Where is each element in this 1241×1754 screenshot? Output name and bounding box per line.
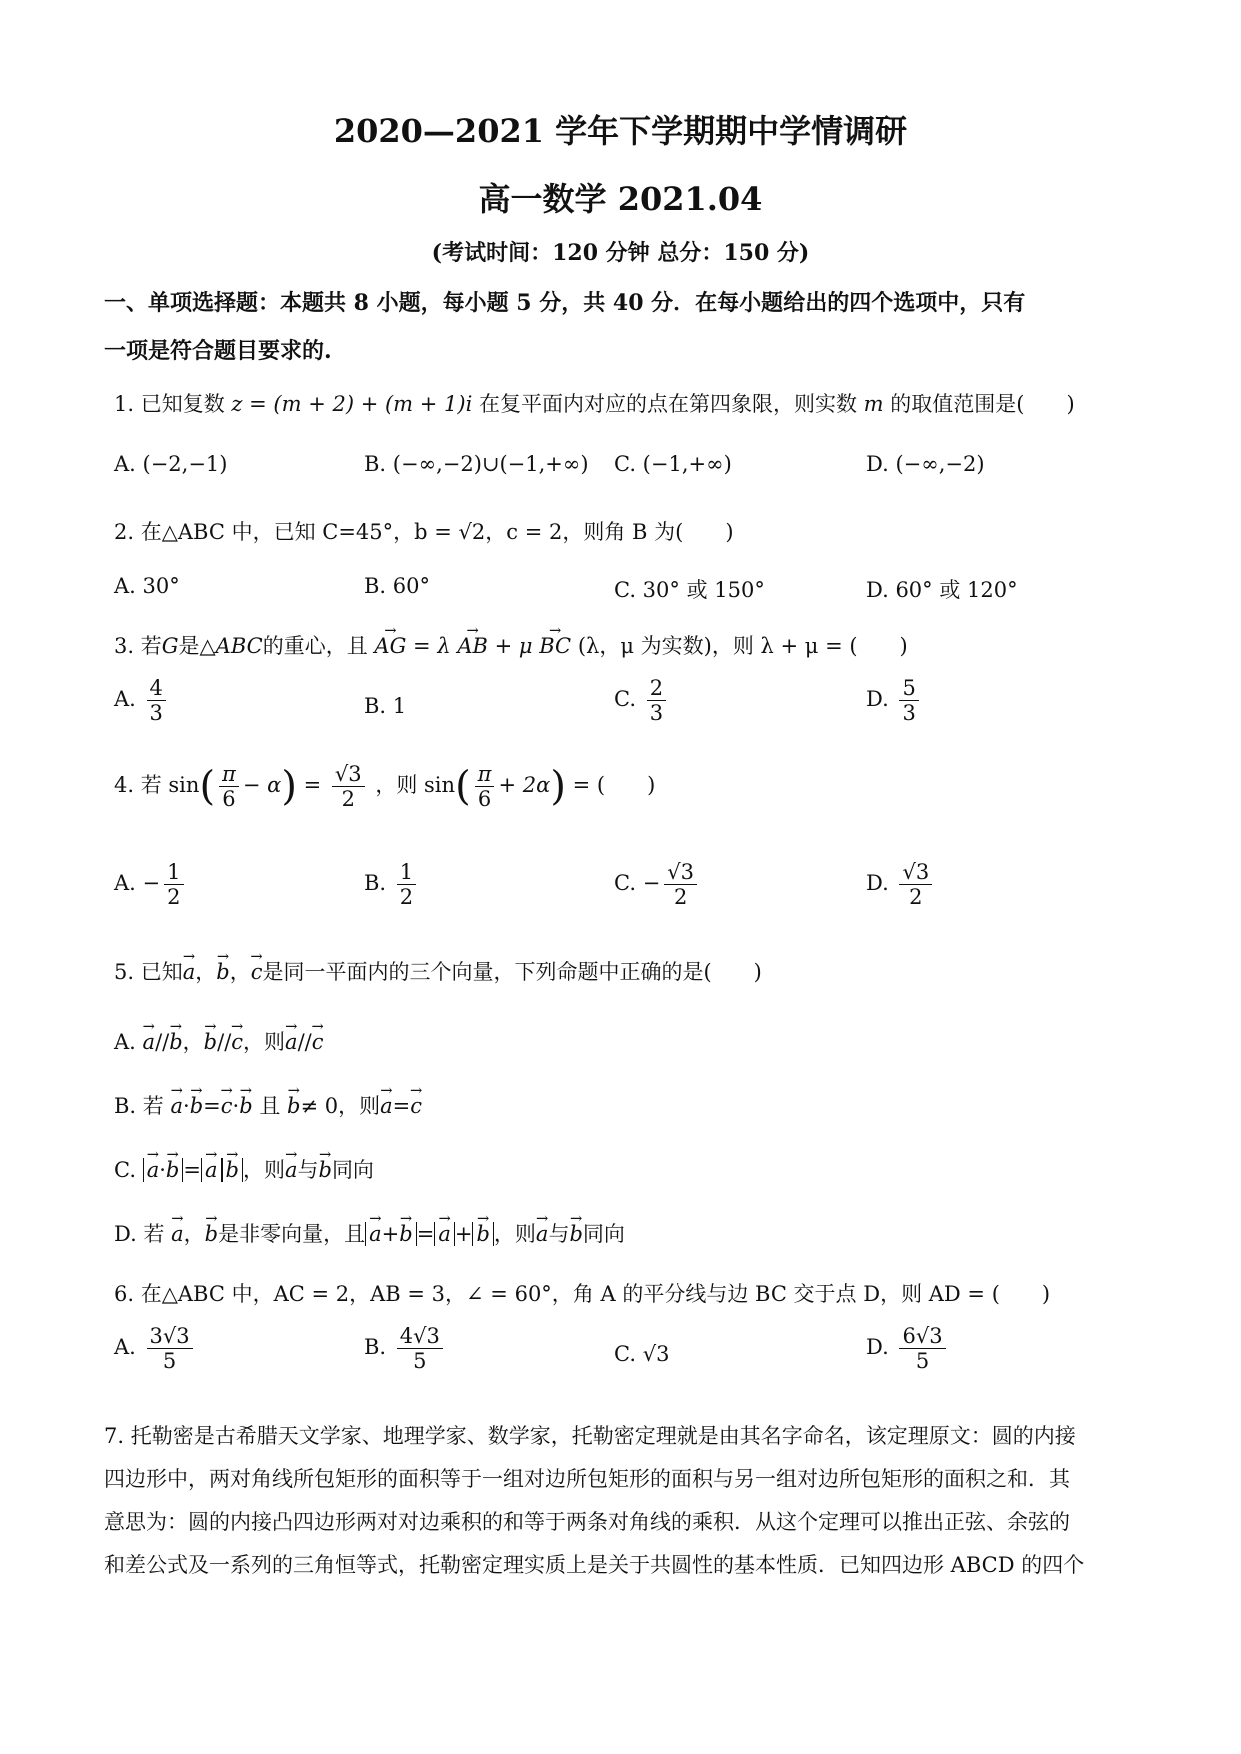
q6-a-label: A. — [114, 1335, 136, 1360]
q4-d-label: D. — [866, 871, 889, 896]
q5-d-vec-a: → a — [171, 1222, 184, 1246]
q4-option-c — [614, 860, 701, 909]
q5-d-abs-a — [434, 1222, 455, 1246]
q3-d-num: 5 — [899, 676, 918, 701]
q7-line-1: 7. 托勒密是古希腊天文学家、地理学家、数学家，托勒密定理就是由其名字命名，该定理原文：圆的内接 — [104, 1424, 1076, 1448]
question-5 — [114, 956, 762, 986]
q4-option-a — [114, 860, 188, 909]
question-7 — [104, 1415, 1138, 1587]
q5-vec-a: → a — [183, 960, 196, 984]
q5-a-label: A. — [114, 1030, 136, 1054]
q4-minus-alpha: − α — [242, 773, 282, 798]
q5-b-vec-b: → b — [190, 1094, 203, 1118]
q4-c-den: 2 — [673, 885, 688, 910]
q7-line-4: 和差公式及一系列的三角恒等式，托勒密定理实质上是关于共圆性的基本性质．已知四边形 ABCD 的四个 — [104, 1553, 1085, 1577]
q5-vec-c: → c — [251, 960, 263, 984]
q4-end: = ( ) — [572, 773, 656, 798]
q4-c-sign: − — [642, 871, 661, 896]
q4-paren-close-2: ) — [550, 763, 566, 810]
q3-option-d-fraction — [899, 676, 918, 725]
q6-option-c — [614, 1342, 669, 1366]
q5-d-nonzero: 是非零向量，且 — [218, 1222, 366, 1246]
q6-a-den: 5 — [162, 1349, 177, 1374]
q2-option-c: C. 30° 或 150° — [614, 578, 765, 602]
q4-b-label: B. — [364, 871, 387, 896]
q5-b-vec-b3: → b — [287, 1094, 300, 1118]
q3-a-num: 4 — [147, 676, 166, 701]
q5-a-then: ，则 — [243, 1030, 286, 1054]
q5-d-plus-1: + — [381, 1222, 400, 1246]
q5-d-vec-b: → b — [205, 1222, 218, 1246]
q3-option-b: B. 1 — [364, 694, 407, 718]
q5-a-par-1: // — [155, 1030, 170, 1054]
question-2: 2. 在△ABC 中，已知 C=45°，b = √2，c = 2，则角 B 为( ) — [114, 520, 734, 544]
q4-two: 2 — [341, 787, 355, 812]
q4-a-label: A. — [114, 871, 136, 896]
q5-sep-2: ， — [229, 960, 251, 984]
q3-vector-ab: → AB — [457, 634, 488, 658]
q4-pi-2: π — [475, 762, 495, 787]
q1-option-a: A. (−2,−1) — [114, 452, 228, 476]
q6-d-fraction — [899, 1324, 945, 1373]
q5-d-abs-sum — [365, 1222, 417, 1246]
q4-pi-1: π — [219, 762, 239, 787]
q3-option-a-fraction — [147, 676, 166, 725]
q6-c-value: √3 — [642, 1342, 670, 1366]
q7-line-3: 意思为：圆的内接凸四边形两对对边乘积的和等于两条对角线的乘积．从这个定理可以推出正弦、余弦的 — [104, 1510, 1070, 1534]
q5-prefix: 5. 已知 — [114, 960, 183, 984]
q3-c-num: 2 — [647, 676, 666, 701]
q5-d-sep: ， — [183, 1222, 205, 1246]
q6-option-b — [364, 1324, 447, 1373]
q5-a-vec-c2: → c — [312, 1030, 324, 1054]
q5-b-vec-c: → c — [221, 1094, 233, 1118]
q5-b-vec-b2: → b — [239, 1094, 252, 1118]
q3-a-den: 3 — [149, 701, 163, 726]
q5-option-c — [114, 1154, 374, 1184]
q5-b-vec-a: → a — [170, 1094, 183, 1118]
q5-b-eq2: = — [392, 1094, 411, 1118]
q5-d-vec-b3: → b — [476, 1222, 489, 1246]
q5-a-sep: ， — [182, 1030, 204, 1054]
q5-b-dot-2: · — [232, 1094, 240, 1118]
q5-c-vec-b: → b — [166, 1158, 179, 1182]
q6-a-num: 3√3 — [147, 1324, 193, 1349]
q7-line-2: 四边形中，两对角线所包矩形的面积等于一组对边所包矩形的面积与另一组对边所包矩形的面积之和．其 — [104, 1467, 1070, 1491]
q5-b-label: B. 若 — [114, 1094, 164, 1118]
q4-d-den: 2 — [909, 885, 923, 910]
q4-option-b — [364, 860, 420, 909]
q5-a-vec-c: → c — [231, 1030, 243, 1054]
q5-d-vec-a2: → a — [369, 1222, 382, 1246]
q5-c-eq: = — [183, 1158, 201, 1182]
q5-option-a — [114, 1026, 324, 1056]
q1-option-d: D. (−∞,−2) — [866, 452, 985, 476]
q2-option-d: D. 60° 或 120° — [866, 578, 1018, 602]
exam-subtitle: 高一数学 2021.04 — [478, 180, 763, 218]
q5-c-and: 与 — [297, 1158, 319, 1182]
section-heading-line1: 一、单项选择题：本题共 8 小题，每小题 5 分，共 40 分．在每小题给出的四个选项中，只有 — [104, 290, 1026, 316]
q5-c-label: C. — [114, 1158, 136, 1182]
q5-d-then: ，则 — [493, 1222, 536, 1246]
q5-option-d — [114, 1218, 625, 1248]
q5-c-vec-b2: → b — [226, 1158, 239, 1182]
q5-a-vec-a2: → a — [285, 1030, 298, 1054]
q3-prefix: 3. 若 — [114, 634, 162, 658]
q1-option-c: C. (−1,+∞) — [614, 452, 732, 476]
q5-b-vec-a2: → a — [380, 1094, 393, 1118]
q6-b-num: 4√3 — [397, 1324, 443, 1349]
q4-root3: √3 — [332, 762, 365, 787]
q5-d-label: D. 若 — [114, 1222, 165, 1246]
q5-c-vec-a2: → a — [205, 1158, 218, 1182]
q3-condition: (λ，μ 为实数)，则 λ + μ = ( ) — [577, 634, 908, 658]
q5-d-and: 与 — [548, 1222, 570, 1246]
q5-a-par-2: // — [217, 1030, 232, 1054]
q6-a-fraction — [147, 1324, 193, 1373]
q5-d-plus-2: + — [454, 1222, 473, 1246]
q6-b-label: B. — [364, 1335, 387, 1360]
q4-mid: ，则 — [375, 773, 418, 798]
q5-c-vec-a3: → a — [285, 1158, 298, 1182]
q4-c-label: C. — [614, 871, 636, 896]
q3-triangle: △ABC — [199, 634, 263, 658]
q5-b-vec-c2: → c — [410, 1094, 422, 1118]
q5-a-vec-b2: → b — [204, 1030, 217, 1054]
q1-option-b: B. (−∞,−2)∪(−1,+∞) — [364, 452, 589, 476]
q3-option-c-label: C. — [614, 687, 636, 712]
q1-suffix: 在复平面内对应的点在第四象限，则实数 — [478, 392, 857, 416]
q5-b-and: 且 — [259, 1094, 281, 1118]
q3-option-a-label: A. — [114, 687, 136, 712]
section-heading-line2: 一项是符合题目要求的. — [104, 338, 332, 364]
q5-vec-b: → b — [216, 960, 229, 984]
q3-g: G — [161, 634, 179, 658]
q4-option-d — [866, 860, 936, 909]
q6-b-fraction — [397, 1324, 443, 1373]
q4-a-num: 1 — [164, 860, 183, 885]
q5-b-neq: ≠ 0，则 — [300, 1094, 381, 1118]
q6-d-num: 6√3 — [899, 1324, 945, 1349]
q4-paren-open-2: ( — [455, 763, 471, 810]
q1-var: m — [863, 392, 884, 416]
q2-option-b: B. 60° — [364, 574, 431, 598]
q1-prefix: 1. 已知复数 — [114, 392, 225, 416]
question-6: 6. 在△ABC 中，AC = 2，AB = 3，∠ = 60°，角 A 的平分线与边 BC 交于点 D，则 AD = ( ) — [114, 1282, 1051, 1306]
q6-b-den: 5 — [413, 1349, 427, 1374]
q1-expression: z = (m + 2) + (m + 1)i — [231, 392, 473, 416]
q6-option-d — [866, 1324, 950, 1373]
q5-d-abs-b — [472, 1222, 493, 1246]
q4-prefix: 4. 若 — [114, 773, 162, 798]
q5-c-same-dir: 同向 — [331, 1158, 374, 1182]
q1-end: 的取值范围是( ) — [890, 392, 1075, 416]
q4-frac-pi-6-1 — [219, 762, 239, 811]
q4-plus-2alpha: + 2α — [498, 773, 551, 798]
q4-b-num: 1 — [397, 860, 416, 885]
q4-c-num: √3 — [664, 860, 697, 885]
q4-paren-open-1: ( — [199, 763, 216, 810]
q4-frac-pi-6-2 — [475, 762, 495, 811]
q3-option-a — [114, 676, 170, 725]
q5-b-dot-1: · — [183, 1094, 190, 1118]
q4-paren-close-1: ) — [281, 763, 297, 810]
q5-c-vec-a: → a — [147, 1158, 160, 1182]
q5-c-then: ，则 — [242, 1158, 285, 1182]
q6-d-den: 5 — [915, 1349, 930, 1374]
exam-info: (考试时间：120 分钟 总分：150 分) — [431, 240, 810, 266]
q3-mid2: 的重心，且 — [262, 634, 368, 658]
q4-equals: = — [303, 773, 322, 798]
q3-option-d-label: D. — [866, 687, 889, 712]
q3-option-c — [614, 676, 670, 725]
q5-c-abs-a — [201, 1158, 222, 1182]
q3-mid: 是 — [178, 634, 200, 658]
q3-vector-ag: → AG — [374, 634, 406, 658]
q3-lambda: = λ — [413, 634, 451, 658]
q5-a-vec-b: → b — [169, 1030, 182, 1054]
q4-d-num: √3 — [899, 860, 932, 885]
q4-a-sign: − — [142, 871, 161, 896]
q5-sep-1: ， — [195, 960, 217, 984]
q5-c-abs-b — [222, 1158, 243, 1182]
exam-title: 2020—2021 学年下学期期中学情调研 — [333, 112, 908, 150]
q5-suffix: 是同一平面内的三个向量，下列命题中正确的是( ) — [262, 960, 762, 984]
question-4 — [114, 762, 655, 811]
q6-option-a — [114, 1324, 197, 1373]
q3-c-den: 3 — [649, 701, 664, 726]
q6-c-label: C. — [614, 1342, 636, 1366]
q3-d-den: 3 — [902, 701, 916, 726]
q2-option-a: A. 30° — [114, 574, 180, 598]
q5-c-dot: · — [159, 1158, 166, 1182]
q4-a-fraction — [164, 860, 183, 909]
q5-option-b — [114, 1090, 422, 1120]
q5-a-par-3: // — [297, 1030, 312, 1054]
q3-mu: + μ — [494, 634, 533, 658]
q5-b-eq: = — [203, 1094, 221, 1118]
q4-six-1: 6 — [222, 787, 236, 812]
q3-option-d — [866, 676, 923, 725]
q5-a-vec-a: → a — [143, 1030, 156, 1054]
q3-vector-bc: → BC — [539, 634, 571, 658]
q4-b-den: 2 — [399, 885, 414, 910]
q4-sin-1: sin — [168, 773, 200, 798]
q5-d-vec-b4: → b — [569, 1222, 582, 1246]
q5-d-eq: = — [416, 1222, 435, 1246]
q5-c-abs-ab — [143, 1158, 184, 1182]
q6-d-label: D. — [866, 1335, 889, 1360]
q4-sin-2: sin — [424, 773, 456, 798]
question-3 — [114, 630, 908, 660]
q5-d-vec-b2: → b — [399, 1222, 412, 1246]
q5-d-vec-a3: → a — [438, 1222, 451, 1246]
q4-d-fraction — [899, 860, 932, 909]
q5-c-vec-b3: → b — [318, 1158, 331, 1182]
q4-six-2: 6 — [477, 787, 492, 812]
q3-option-c-fraction — [647, 676, 666, 725]
q5-d-same-dir: 同向 — [582, 1222, 625, 1246]
q4-frac-root3-2 — [332, 762, 365, 811]
q4-c-fraction — [664, 860, 697, 909]
q4-b-fraction — [397, 860, 416, 909]
question-1 — [114, 388, 1075, 418]
q4-a-den: 2 — [167, 885, 181, 910]
q5-d-vec-a4: → a — [536, 1222, 549, 1246]
